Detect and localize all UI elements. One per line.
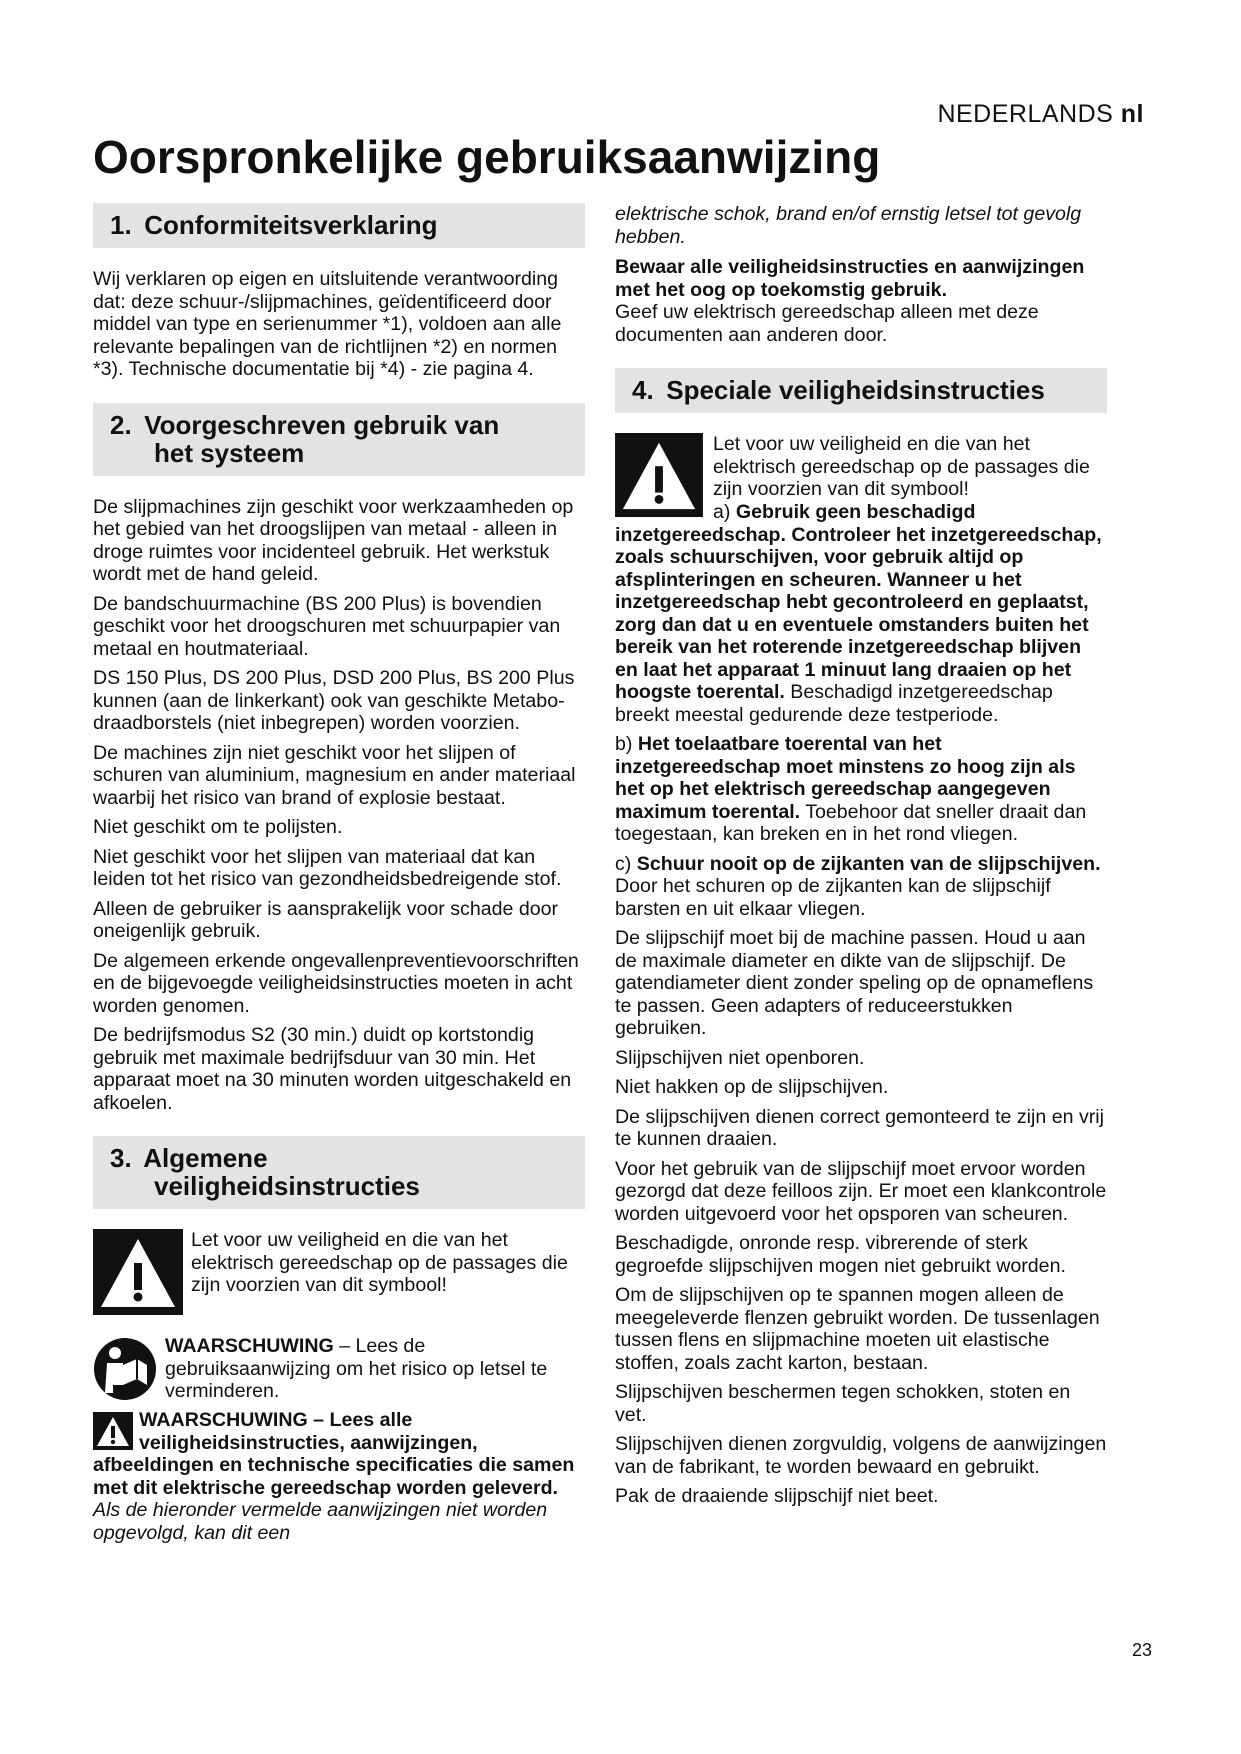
right-column — [615, 203, 1107, 1515]
instruction-c — [615, 853, 1107, 921]
section-title-cont: veiligheidsinstructies — [154, 1171, 420, 1201]
language-header — [880, 100, 1144, 129]
section-title-cont: het systeem — [154, 437, 305, 468]
keep-instructions-bold: Bewaar alle veiligheidsinstructies en aanwijzingen met het oog op toekomstig gebruik. — [615, 256, 1085, 301]
section-title: Voorgeschreven gebruik van — [144, 409, 500, 440]
section-number: 4. — [632, 375, 654, 405]
item-prefix: b) — [615, 733, 638, 755]
paragraph: Slijpschijven dienen zorgvuldig, volgens de aanwijzingen van de fabrikant, te worden bewaard en gebruikt. — [615, 1433, 1107, 1478]
paragraph: De algemeen erkende ongevallenpreventievoorschriften en de bijgevoegde veiligheidsinstructies moeten in acht worden genomen. — [93, 949, 579, 1017]
warning-italic-text: Als de hieronder vermelde aanwijzingen niet worden opgevolgd, kan dit een — [93, 1499, 548, 1544]
read-manual-icon — [93, 1337, 157, 1401]
instruction-text: Door het schuren op de zijkanten kan de slijpschijf barsten en uit elkaar vliegen. — [615, 875, 1051, 920]
instruction-bold: Het toelaatbare toerental van het inzetgereedschap moet minstens zo hoog zijn als het op het elektrisch gereedschap aangegeven maximum toerental. — [615, 733, 1076, 823]
section-heading-3 — [93, 1136, 585, 1209]
conformity-text: Wij verklaren op eigen en uitsluitende verantwoording dat: deze schuur-/slijpmachines, geïdentificeerd door middel van type en serienummer *1), voldoen aan alle relevante bepalingen van de richtlijnen *2) en normen *3). Technische documentatie bij *4) - zie pagina 4. — [93, 268, 562, 380]
warning-bold-text: WAARSCHUWING – Lees alle veiligheidsinstructies, aanwijzingen, afbeeldingen en technische specificaties die samen met dit elektrische gereedschap worden geleverd. — [93, 1409, 575, 1499]
warning-continuation: elektrische schok, brand en/of ernstig letsel tot gevolg hebben. — [615, 203, 1082, 248]
section-title: Algemene — [143, 1143, 268, 1173]
section-heading-1 — [93, 203, 585, 248]
warning-text: – Lees de gebruiksaanwijzing om het risico op letsel te verminderen. — [165, 1335, 548, 1402]
paragraph: Pak de draaiende slijpschijf niet beet. — [615, 1485, 939, 1507]
paragraph: Niet hakken op de slijpschijven. — [615, 1076, 889, 1098]
instruction-bold: Gebruik geen beschadigd inzetgereedschap. Controleer het inzetgereedschap, zoals schuurschijven, voor gebruik altijd op afsplinteringen en scheuren. Wanneer u het inzetgereedschap hebt gecontroleerd en geplaatst, zorg dan dat u en eventuele omstanders buiten het bereik van het roterende inzetgereedschap blijven en laat het apparaat 1 minuut lang draaien op het hoogste toerental. — [615, 501, 1102, 703]
section-title: Conformiteitsverklaring — [144, 210, 438, 240]
section-number: 1. — [110, 210, 132, 240]
page-title: Oorspronkelijke gebruiksaanwijzing — [93, 131, 881, 183]
keep-instructions-text: Geef uw elektrisch gereedschap alleen met deze documenten aan anderen door. — [615, 301, 1039, 346]
paragraph: De slijpmachines zijn geschikt voor werkzaamheden op het gebied van het droogslijpen van metaal - alleen in droge ruimtes voor incidenteel gebruik. Het werkstuk wordt met de hand geleid. — [93, 495, 574, 585]
read-manual-warning — [93, 1335, 585, 1405]
paragraph: Beschadigde, onronde resp. vibrerende of sterk gegroefde slijpschijven mogen niet gebruikt worden. — [615, 1232, 1066, 1277]
paragraph: Niet geschikt om te polijsten. — [93, 816, 343, 838]
warning-label: WAARSCHUWING — [165, 1335, 334, 1357]
paragraph: De slijpschijven dienen correct gemonteerd te zijn en vrij te kunnen draaien. — [615, 1105, 1104, 1150]
page-number: 23 — [1132, 1640, 1153, 1660]
section-number: 2. — [110, 409, 132, 440]
item-prefix: a) — [713, 501, 736, 523]
section-title: Speciale veiligheidsinstructies — [666, 375, 1045, 405]
language-code: nl — [1120, 100, 1144, 128]
paragraph: DS 150 Plus, DS 200 Plus, DSD 200 Plus, BS 200 Plus kunnen (aan de linkerkant) ook van geschikte Metabo-draadborstels (niet inbegrepen) worden voorzien. — [93, 667, 575, 734]
warning-symbol-note — [93, 1229, 585, 1321]
paragraph: Voor het gebruik van de slijpschijf moet ervoor worden gezorgd dat deze feilloos zijn. Er moet een klankcontrole worden uitgevoerd voor het opsporen van scheuren. — [615, 1157, 1107, 1225]
language-name: NEDERLANDS — [937, 100, 1114, 128]
instruction-text: Beschadigd inzetgereedschap breekt meestal gedurende deze testperiode. — [615, 681, 1053, 726]
paragraph: Slijpschijven niet openboren. — [615, 1046, 865, 1069]
section-heading-2 — [93, 403, 585, 476]
instruction-a — [615, 501, 1107, 726]
symbol-note-text: Let voor uw veiligheid en die van het elektrisch gereedschap op de passages die zijn voorzien van dit symbool! — [713, 433, 1090, 500]
warning-triangle-icon — [93, 1229, 183, 1315]
warning-triangle-icon — [615, 433, 703, 517]
paragraph: De bandschuurmachine (BS 200 Plus) is bovendien geschikt voor het droogschuren met schuurpapier van metaal en houtmateriaal. — [93, 592, 561, 660]
paragraph: De slijpschijf moet bij de machine passen. Houd u aan de maximale diameter en dikte van de slijpschijf. De gatendiameter dient zonder speling op de opnameflens te passen. Geen adapters of reduceerstukken gebruiken. — [615, 927, 1094, 1039]
paragraph: Om de slijpschijven op te spannen mogen alleen de meegeleverde flenzen gebruikt worden. De tussenlagen tussen flens en slijpmachine moeten uit elastische stoffen, zoals zacht karton, bestaan. — [615, 1284, 1100, 1374]
paragraph: De bedrijfsmodus S2 (30 min.) duidt op kortstondig gebruik met maximale bedrijfsduur van 30 min. Het apparaat moet na 30 minuten worden uitgeschakeld en afkoelen. — [93, 1024, 572, 1114]
symbol-note-text: Let voor uw veiligheid en die van het elektrisch gereedschap op de passages die zijn voorzien van dit symbool! — [191, 1229, 568, 1296]
warning-symbol-note — [615, 433, 1107, 501]
paragraph: Slijpschijven beschermen tegen schokken, stoten en vet. — [615, 1381, 1071, 1426]
left-column — [93, 203, 585, 1544]
section-number: 3. — [110, 1143, 132, 1173]
paragraph: Niet geschikt voor het slijpen van materiaal dat kan leiden tot het risico van gezondheidsbedreigende stof. — [93, 845, 562, 890]
warning-small-triangle-icon — [93, 1412, 133, 1450]
paragraph: De machines zijn niet geschikt voor het slijpen of schuren van aluminium, magnesium en ander materiaal waarbij het risico van brand of explosie bestaat. — [93, 741, 576, 809]
instruction-bold: Schuur nooit op de zijkanten van de slijpschijven. — [636, 852, 1101, 875]
item-prefix: c) — [615, 852, 637, 875]
paragraph: Alleen de gebruiker is aansprakelijk voor schade door oneigenlijk gebruik. — [93, 897, 559, 942]
instruction-b — [615, 733, 1107, 846]
section-heading-4 — [615, 368, 1107, 413]
general-warning — [93, 1409, 585, 1544]
instruction-text: Toebehoor dat sneller draait dan toegestaan, kan breken en in het rond vliegen. — [615, 800, 1087, 845]
